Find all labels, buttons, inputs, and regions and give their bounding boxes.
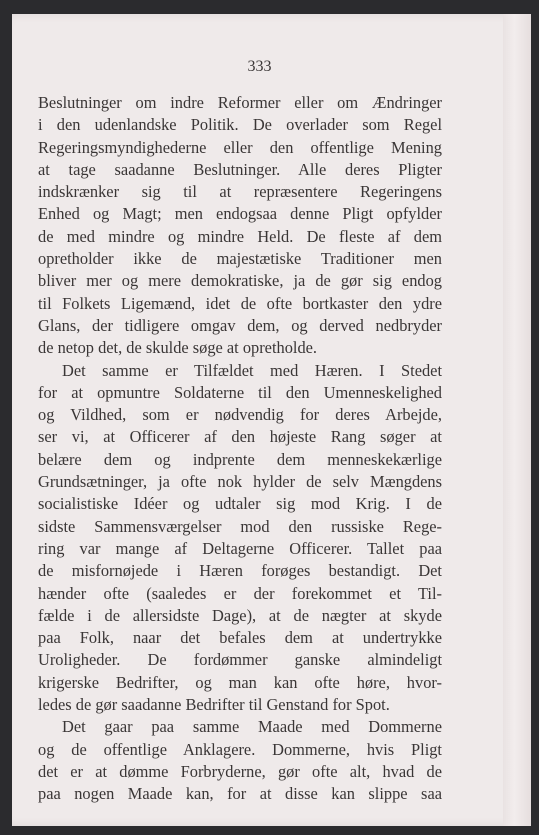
text-line: hænder ofte (saaledes er der forekommet et Til- (38, 583, 442, 603)
text-line: opretholder ikke de majestætiske Traditioner men (38, 249, 442, 269)
body-text (38, 92, 442, 806)
text-line: krigerske Bedrifter, og man kan ofte høre, hvor- (38, 672, 442, 692)
text-line: at tage saadanne Beslutninger. Alle deres Pligter (38, 159, 442, 179)
text-line: socialistiske Idéer og udtaler sig mod Krig. I de (38, 494, 442, 514)
text-line: paa Folk, naar det befales dem at undertrykke (38, 628, 442, 648)
page-edge (503, 14, 531, 826)
text-line: indskrænker sig til at repræsentere Regeringens (38, 182, 442, 202)
text-line: sidste Sammensværgelser mod den russiske Rege- (38, 516, 442, 536)
text-line: til Folkets Ligemænd, idet de ofte bortkaster den ydre (38, 293, 442, 313)
text-line: Regeringsmyndighederne eller den offentlige Mening (38, 137, 442, 157)
text-line: Glans, der tidligere omgav dem, og derved nedbryder (38, 315, 442, 335)
page-number: 333 (247, 58, 272, 75)
text-line: Uroligheder. De fordømmer ganske almindeligt (38, 650, 442, 670)
text-line: Enhed og Magt; men endogsaa denne Pligt opfylder (38, 204, 442, 224)
text-line: i den udenlandske Politik. De overlader som Regel (38, 115, 442, 135)
text-line: paa nogen Maade kan, for at disse kan slippe saa (38, 784, 442, 804)
text-line: ledes de gør saadanne Bedrifter til Genstand for Spot. (38, 695, 390, 715)
text-line: Beslutninger om indre Reformer eller om Ændringer (38, 93, 442, 112)
text-line: belære dem og indprente dem menneskekærlige (38, 449, 442, 469)
text-line: de med mindre og mindre Held. De fleste af dem (38, 226, 442, 246)
text-line: ring var mange af Deltagerne Officerer. Tallet paa (38, 538, 442, 558)
text-line: og Vildhed, som er nødvendig for deres Arbejde, (38, 405, 442, 425)
text-line: Grundsætninger, ja ofte nok hylder de selv Mængdens (38, 472, 442, 492)
text-line: det er at dømme Forbryderne, gør ofte alt, hvad de (38, 761, 442, 781)
text-line: Det gaar paa samme Maade med Dommerne (62, 717, 442, 737)
text-line: de misfornøjede i Hæren forøges bestandigt. Det (38, 561, 442, 581)
text-line: og de offentlige Anklagere. Dommerne, hvis Pligt (38, 739, 442, 759)
text-line: Det samme er Tilfældet med Hæren. I Stedet (62, 360, 442, 380)
text-line: for at opmuntre Soldaterne til den Umenneskelighed (38, 382, 442, 402)
text-line: fælde i de allersidste Dage), at de nægter at skyde (38, 605, 442, 625)
text-line: de netop det, de skulde søge at opretholde. (38, 338, 318, 358)
text-line: ser vi, at Officerer af den højeste Rang søger at (38, 427, 442, 447)
text-line: bliver mer og mere demokratiske, ja de gør sig endog (38, 271, 442, 291)
